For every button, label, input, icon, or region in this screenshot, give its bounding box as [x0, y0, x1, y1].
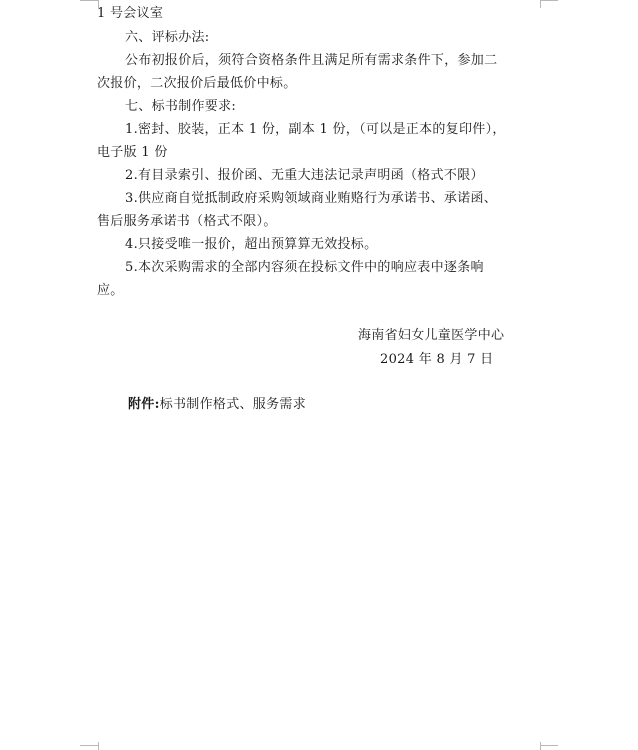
body-line: 3.供应商自觉抵制政府采购领域商业贿赂行为承诺书、承诺函、 — [125, 191, 498, 206]
body-line: 售后服务承诺书（格式不限）。 — [97, 214, 277, 229]
body-line: 电子版 1 份 — [97, 145, 168, 160]
crop-mark-bottom-left — [80, 745, 98, 746]
body-line: 应。 — [97, 283, 124, 298]
crop-mark-top-left — [80, 0, 98, 1]
attachment-line — [128, 397, 306, 413]
body-line: 2.有目录索引、报价函、无重大违法记录声明函（格式不限） — [125, 168, 484, 183]
body-line: 次报价，二次报价后最低价中标。 — [97, 76, 297, 91]
section-heading: 六、评标办法: — [125, 30, 210, 45]
crop-mark-bottom-right-v — [540, 742, 541, 750]
attachment-text: 标书制作格式、服务需求 — [159, 397, 307, 412]
body-line: 1 号会议室 — [97, 6, 164, 21]
crop-mark-bottom-right — [540, 745, 558, 746]
signature-organization: 海南省妇女儿童医学中心 — [358, 328, 505, 343]
section-heading: 七、标书制作要求: — [125, 99, 237, 114]
attachment-label: 附件: — [128, 397, 160, 412]
crop-mark-top-right — [540, 0, 558, 1]
crop-mark-bottom-left-v — [98, 742, 99, 750]
body-line: 4.只接受唯一报价，超出预算算无效投标。 — [125, 237, 378, 252]
crop-mark-top-right-v — [540, 0, 541, 8]
body-line: 5.本次采购需求的全部内容须在投标文件中的响应表中逐条响 — [125, 260, 484, 275]
signature-date: 2024 年 8 月 7 日 — [380, 352, 494, 367]
body-line: 1.密封、胶装，正本 1 份，副本 1 份，（可以是正本的复印件）， — [125, 122, 506, 137]
body-line: 公布初报价后，须符合资格条件且满足所有需求条件下，参加二 — [125, 53, 498, 68]
